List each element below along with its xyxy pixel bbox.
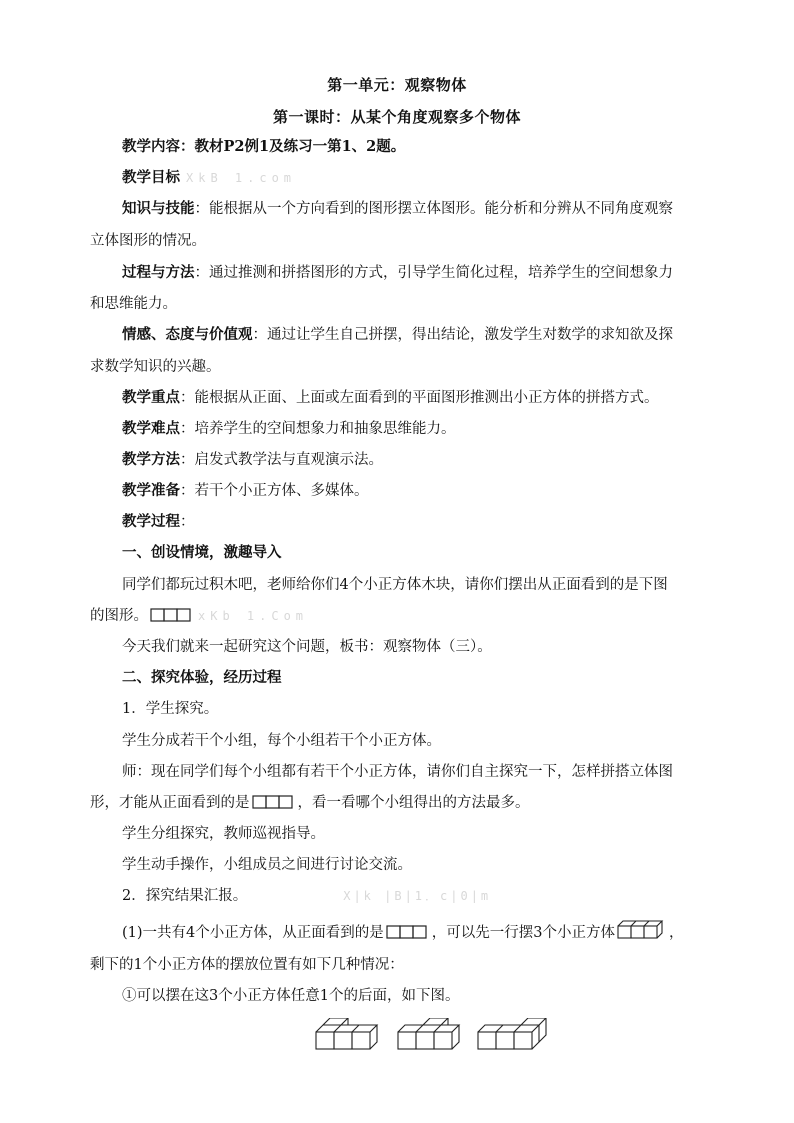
teaching-method-label: 教学方法	[122, 451, 180, 468]
goal-line	[122, 163, 742, 193]
paragraph-7-line-1	[122, 918, 742, 948]
step-2-line	[122, 881, 742, 911]
difficulty-label: 教学难点	[122, 420, 180, 437]
paragraph-5: 学生分组探究，教师巡视指导。	[122, 826, 325, 842]
paragraph-8: 剩下的1个小正方体的摆放位置有如下几种情况：	[90, 957, 404, 973]
preparation-line	[122, 476, 742, 506]
step-1: 1．学生探究。	[122, 701, 219, 717]
preparation-text: ：若干个小正方体、多媒体。	[180, 483, 369, 499]
emotion-text: ：通过让学生自己拼摆，得出结论，激发学生对数学的求知欲及探	[252, 327, 673, 343]
skill-line-2: 立体图形的情况。	[90, 233, 206, 249]
difficulty-line	[122, 414, 742, 444]
step-2: 2．探究结果汇报。	[122, 888, 248, 904]
process-line	[122, 507, 742, 537]
lesson-title: 第一课时：从某个角度观察多个物体	[272, 108, 521, 126]
three-cube-row-icon	[617, 920, 667, 940]
method-text: ：通过推测和拼搭图形的方式，引导学生简化过程，培养学生的空间想象力	[194, 265, 673, 281]
section-1-heading: 一、创设情境，激趣导入	[122, 544, 282, 561]
paragraph-4-line-2	[90, 788, 740, 818]
watermark-text: xKb 1.Com	[198, 609, 309, 623]
three-square-front-view-icon	[150, 608, 194, 622]
emotion-label: 情感、态度与价值观	[122, 326, 253, 343]
cube-arrangements-illustration	[312, 1018, 552, 1054]
skill-line-1	[122, 194, 742, 224]
paragraph-9: ①可以摆在这3个小正方体任意1个的后面，如下图。	[122, 988, 460, 1004]
paragraph-6: 学生动手操作，小组成员之间进行讨论交流。	[122, 857, 412, 873]
paragraph-1-line-1: 同学们都玩过积木吧，老师给你们4个小正方体木块，请你们摆出从正面看到的是下图	[122, 577, 668, 593]
goal-heading: 教学目标	[122, 169, 180, 186]
paragraph-7-text-c: ，	[669, 925, 684, 941]
paragraph-1-line-2	[90, 601, 740, 631]
paragraph-7-text-b: ，可以先一行摆3个小正方体	[431, 925, 615, 941]
three-square-front-view-icon	[252, 795, 296, 809]
unit-title: 第一单元：观察物体	[327, 76, 467, 94]
paragraph-4-text-b: ，看一看哪个小组得出的方法最多。	[297, 795, 530, 811]
difficulty-text: ：培养学生的空间想象力和抽象思维能力。	[180, 421, 456, 437]
teaching-content: 教学内容：教材P2例1及练习一第1、2题。	[122, 138, 406, 155]
paragraph-3: 学生分成若干个小组，每个小组若干个小正方体。	[122, 733, 441, 749]
arrangement-back-left	[316, 1018, 377, 1049]
three-square-front-view-icon	[386, 925, 430, 939]
cube-arrangements-figure	[312, 1018, 552, 1054]
paragraph-4-line-1: 师：现在同学们每个小组都有若干个小正方体，请你们自主探究一下，怎样拼搭立体图	[122, 764, 673, 780]
teaching-method-line	[122, 445, 742, 475]
paragraph-1-text: 的图形。	[90, 608, 148, 624]
process-colon: ：	[180, 514, 195, 530]
teaching-method-text: ：启发式教学法与直观演示法。	[180, 452, 383, 468]
watermark-text: X|k |B|1．c|0|m	[343, 889, 492, 903]
method-label: 过程与方法	[122, 264, 195, 281]
arrangement-back-right	[478, 1018, 546, 1049]
paragraph-2: 今天我们就来一起研究这个问题，板书：观察物体（三）。	[122, 639, 492, 655]
paragraph-4-text-a: 形，才能从正面看到的是	[90, 795, 250, 811]
watermark-text: XkB 1.com	[186, 171, 297, 185]
key-point-line	[122, 383, 742, 413]
method-line-2: 和思维能力。	[90, 296, 177, 312]
process-label: 教学过程	[122, 513, 180, 530]
skill-label: 知识与技能	[122, 200, 195, 217]
emotion-line-1	[122, 320, 742, 350]
skill-text: ：能根据从一个方向看到的图形摆立体图形。能分析和分辨从不同角度观察	[194, 201, 673, 217]
key-label: 教学重点	[122, 389, 180, 406]
key-text: ：能根据从正面、上面或左面看到的平面图形推测出小正方体的拼搭方式。	[180, 390, 659, 406]
section-2-heading: 二、探究体验，经历过程	[122, 669, 282, 686]
preparation-label: 教学准备	[122, 482, 180, 499]
method-line-1	[122, 258, 742, 288]
emotion-line-2: 求数学知识的兴趣。	[90, 359, 221, 375]
paragraph-7-text-a: (1)一共有4个小正方体，从正面看到的是	[122, 925, 384, 941]
arrangement-back-middle	[398, 1018, 459, 1049]
